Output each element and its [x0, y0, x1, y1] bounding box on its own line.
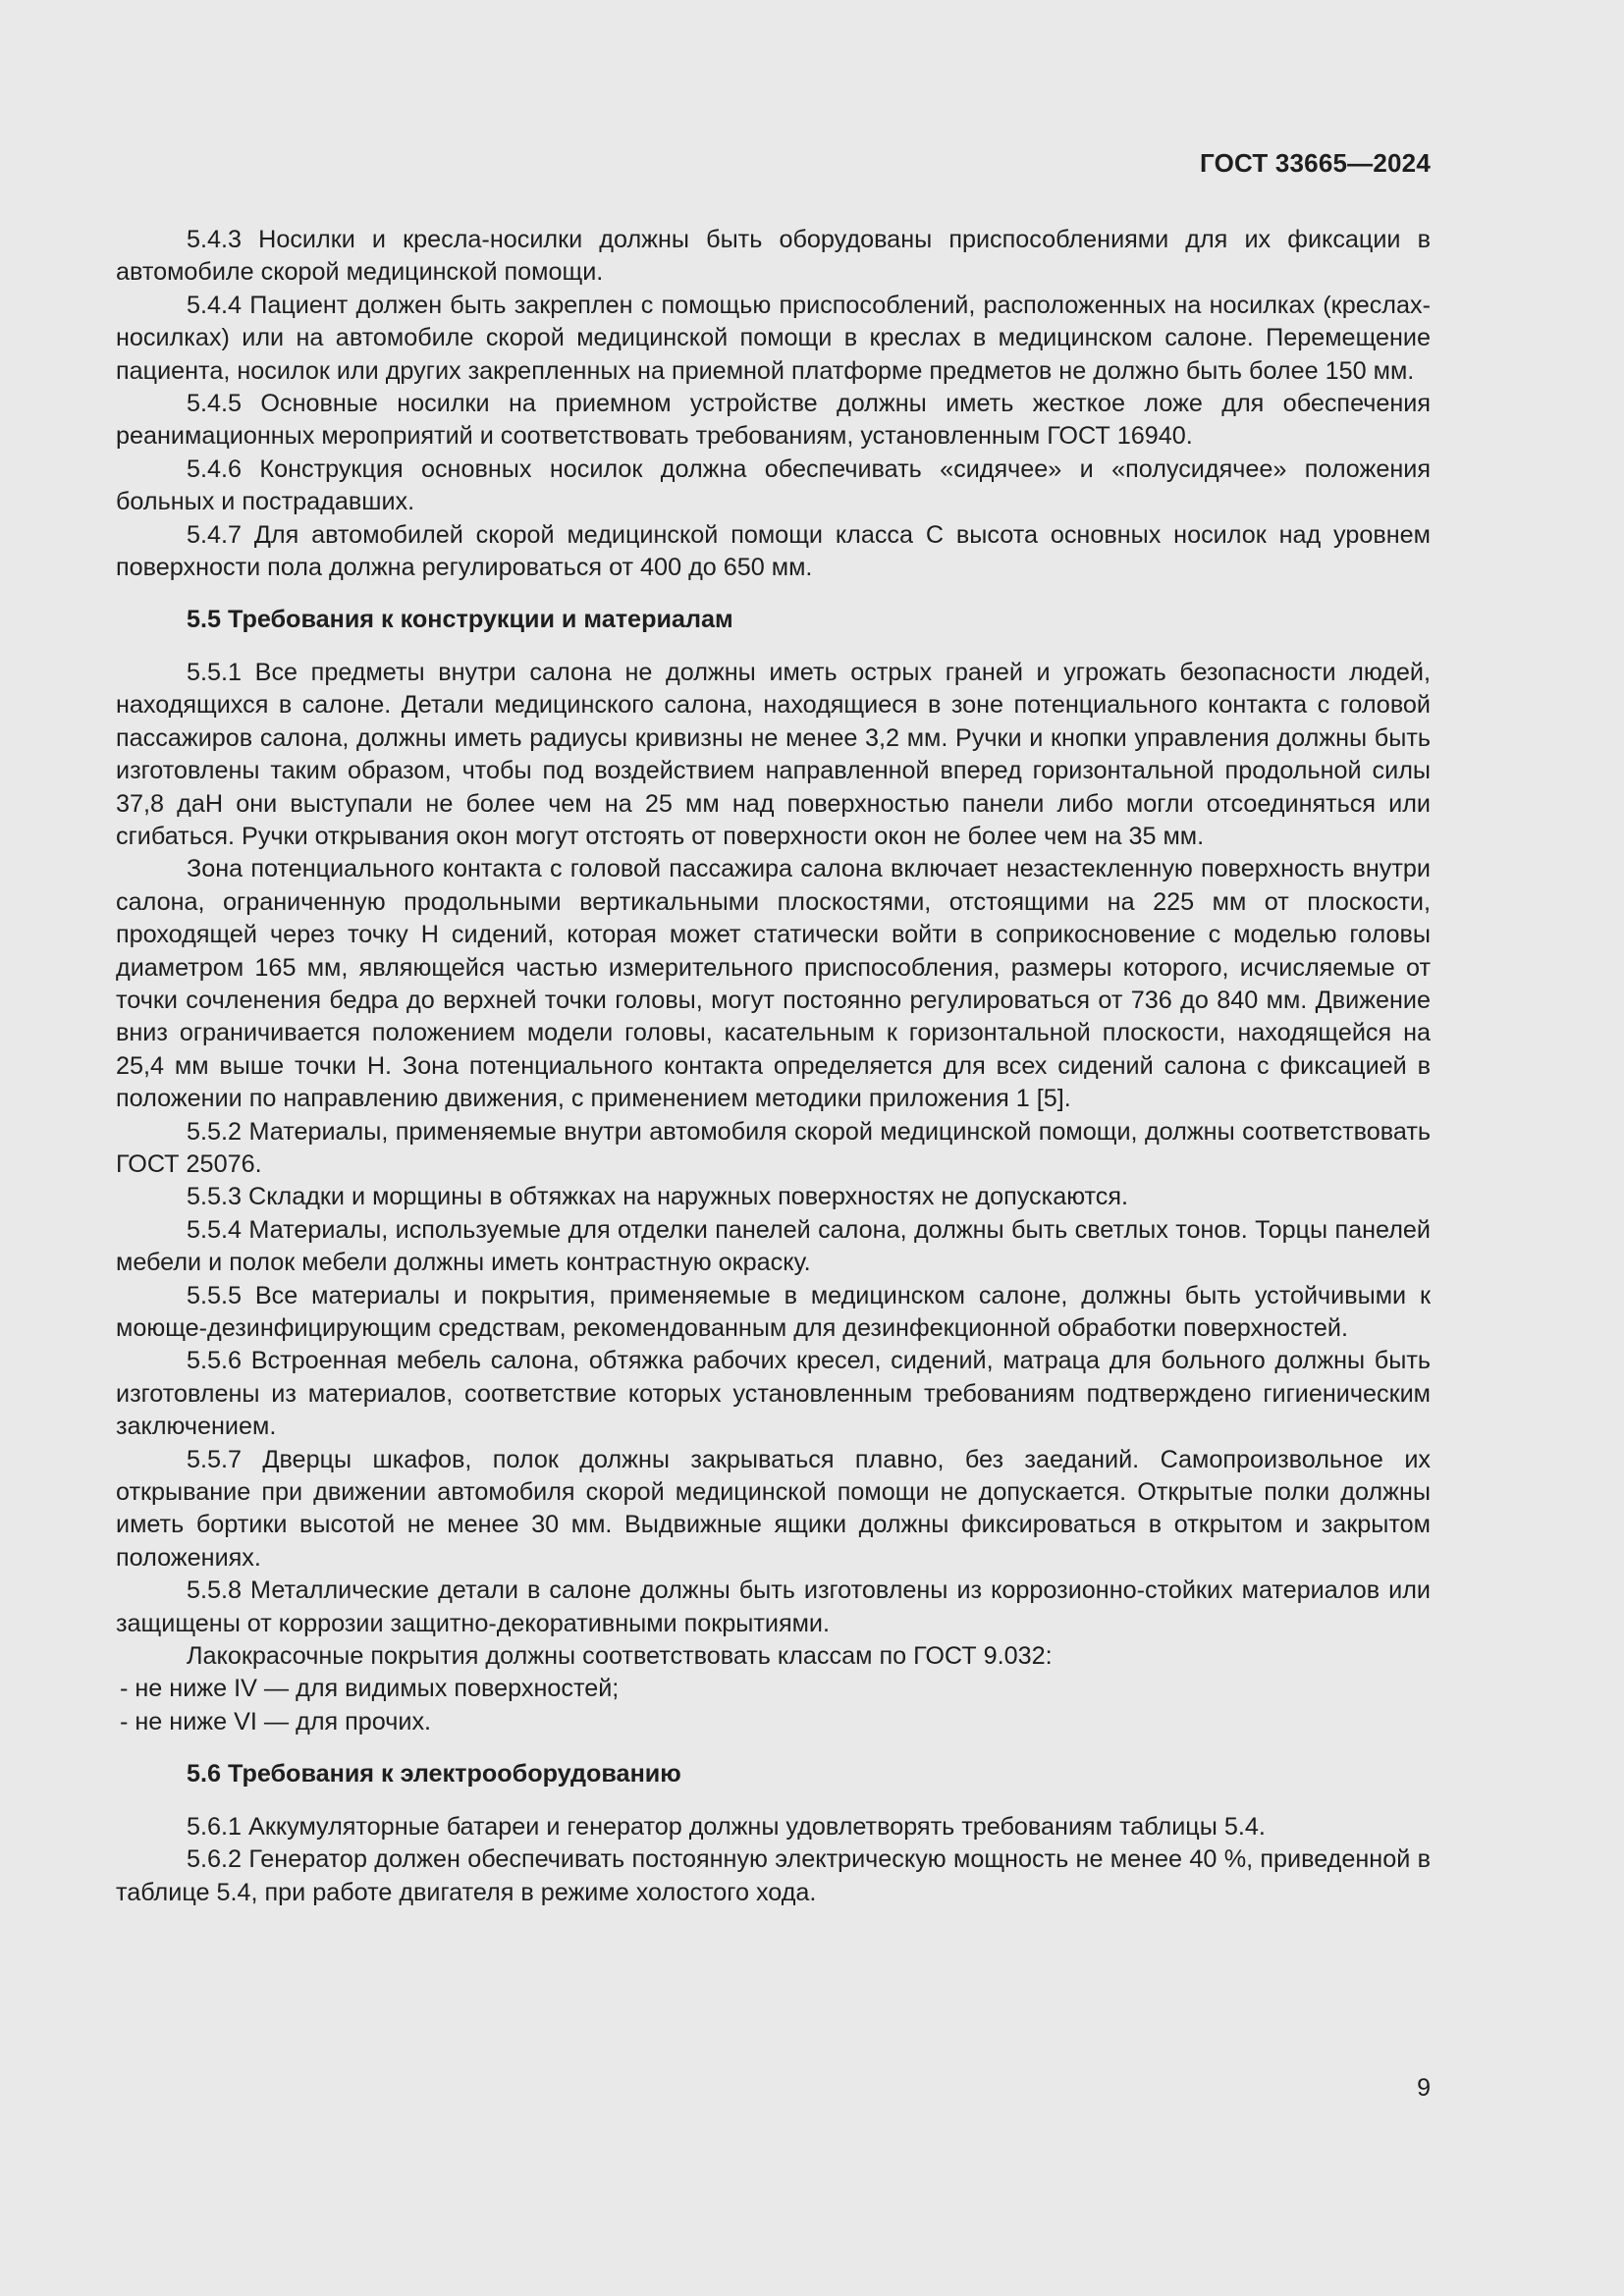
- paragraph-5-4-6: 5.4.6 Конструкция основных носилок должна обеспечивать «сидячее» и «полусидячее» положения больных и пострадавших.: [116, 454, 1431, 516]
- paragraph-5-4-7: 5.4.7 Для автомобилей скорой медицинской помощи класса С высота основных носилок над уровнем поверхности пола должна регулироваться от 400 до 650 мм.: [116, 520, 1431, 582]
- page-number: 9: [1417, 2074, 1431, 2102]
- paragraph-5-4-4: 5.4.4 Пациент должен быть закреплен с помощью приспособлений, расположенных на носилках (креслах-носилках) или на автомобиле скорой медицинской помощи в креслах в медицинском салоне. Перемещение пациента, носилок или других закрепленных на приемной платформе предметов не должно быть более 150 мм.: [116, 291, 1431, 385]
- list-item: - не ниже IV — для видимых поверхностей;: [120, 1675, 620, 1703]
- paragraph-paint-coatings: Лакокрасочные покрытия должны соответствовать классам по ГОСТ 9.032:: [187, 1642, 1053, 1671]
- document-body: [116, 224, 1431, 1909]
- paragraph-5-5-8: 5.5.8 Металлические детали в салоне должны быть изготовлены из коррозионно-стойких материалов или защищены от коррозии защитно-декоративными покрытиями.: [116, 1576, 1431, 1637]
- paragraph-head-contact-zone: Зона потенциального контакта с головой пассажира салона включает незастекленную поверхность внутри салона, ограниченную продольными вертикальными плоскостями, отстоящими на 225 мм от плоскости, проходящей через точку Н сидений, которая может статически войти в соприкосновение с моделью головы диаметром 165 мм, являющейся частью измерительного приспособления, размеры которого, исчисляемые от точки сочленения бедра до верхней точки головы, могут постоянно регулироваться от 736 до 840 мм. Движение вниз ограничивается положением модели головы, касательным к горизонтальной плоскости, находящейся на 25,4 мм выше точки Н. Зона потенциального контакта определяется для всех сидений салона с фиксацией в положении по направлению движения, с применением методики приложения 1 [5].: [116, 855, 1431, 1113]
- standard-designation: ГОСТ 33665—2024: [1200, 148, 1431, 178]
- paragraph-5-5-2: 5.5.2 Материалы, применяемые внутри автомобиля скорой медицинской помощи, должны соответствовать ГОСТ 25076.: [116, 1117, 1431, 1178]
- section-heading-5-5: 5.5 Требования к конструкции и материалам: [187, 606, 733, 634]
- paragraph-5-5-4: 5.5.4 Материалы, используемые для отделки панелей салона, должны быть светлых тонов. Торцы панелей мебели и полок мебели должны иметь контрастную окраску.: [116, 1215, 1431, 1277]
- paragraph-5-4-5: 5.4.5 Основные носилки на приемном устройстве должны иметь жесткое ложе для обеспечения реанимационных мероприятий и соответствовать требованиям, установленным ГОСТ 16940.: [116, 390, 1431, 451]
- paragraph-5-6-2: 5.6.2 Генератор должен обеспечивать постоянную электрическую мощность не менее 40 %, приведенной в таблице 5.4, при работе двигателя в режиме холостого хода.: [116, 1845, 1431, 1906]
- paragraph-5-5-3: 5.5.3 Складки и морщины в обтяжках на наружных поверхностях не допускаются.: [187, 1183, 1129, 1211]
- paragraph-5-5-1: 5.5.1 Все предметы внутри салона не должны иметь острых граней и угрожать безопасности людей, находящихся в салоне. Детали медицинского салона, находящиеся в зоне потенциального контакта с головой пассажиров салона, должны иметь радиусы кривизны не менее 3,2 мм. Ручки и кнопки управления должны быть изготовлены таким образом, чтобы под воздействием направленной вперед горизонтальной продольной силы 37,8 даН они выступали не более чем на 25 мм над поверхностью панели либо могли отсоединяться или сгибаться. Ручки открывания окон могут отстоять от поверхности окон не более чем на 35 мм.: [116, 658, 1431, 850]
- paragraph-5-5-7: 5.5.7 Дверцы шкафов, полок должны закрываться плавно, без заеданий. Самопроизвольное их открывание при движении автомобиля скорой медицинской помощи не допускается. Открытые полки должны иметь бортики высотой не менее 30 мм. Выдвижные ящики должны фиксироваться в открытом и закрытом положениях.: [116, 1445, 1431, 1572]
- section-heading-5-6: 5.6 Требования к электрооборудованию: [187, 1760, 681, 1789]
- paragraph-5-5-6: 5.5.6 Встроенная мебель салона, обтяжка рабочих кресел, сидений, матраца для больного должны быть изготовлены из материалов, соответствие которых установленным требованиям подтверждено гигиеническим заключением.: [116, 1347, 1431, 1441]
- paragraph-5-4-3: 5.4.3 Носилки и кресла-носилки должны быть оборудованы приспособлениями для их фиксации в автомобиле скорой медицинской помощи.: [116, 226, 1431, 287]
- paragraph-5-6-1: 5.6.1 Аккумуляторные батареи и генератор должны удовлетворять требованиям таблицы 5.4.: [187, 1812, 1266, 1841]
- list-item: - не ниже VI — для прочих.: [120, 1707, 432, 1735]
- paragraph-5-5-5: 5.5.5 Все материалы и покрытия, применяемые в медицинском салоне, должны быть устойчивыми к моюще-дезинфицирующим средствам, рекомендованным для дезинфекционной обработки поверхностей.: [116, 1281, 1431, 1342]
